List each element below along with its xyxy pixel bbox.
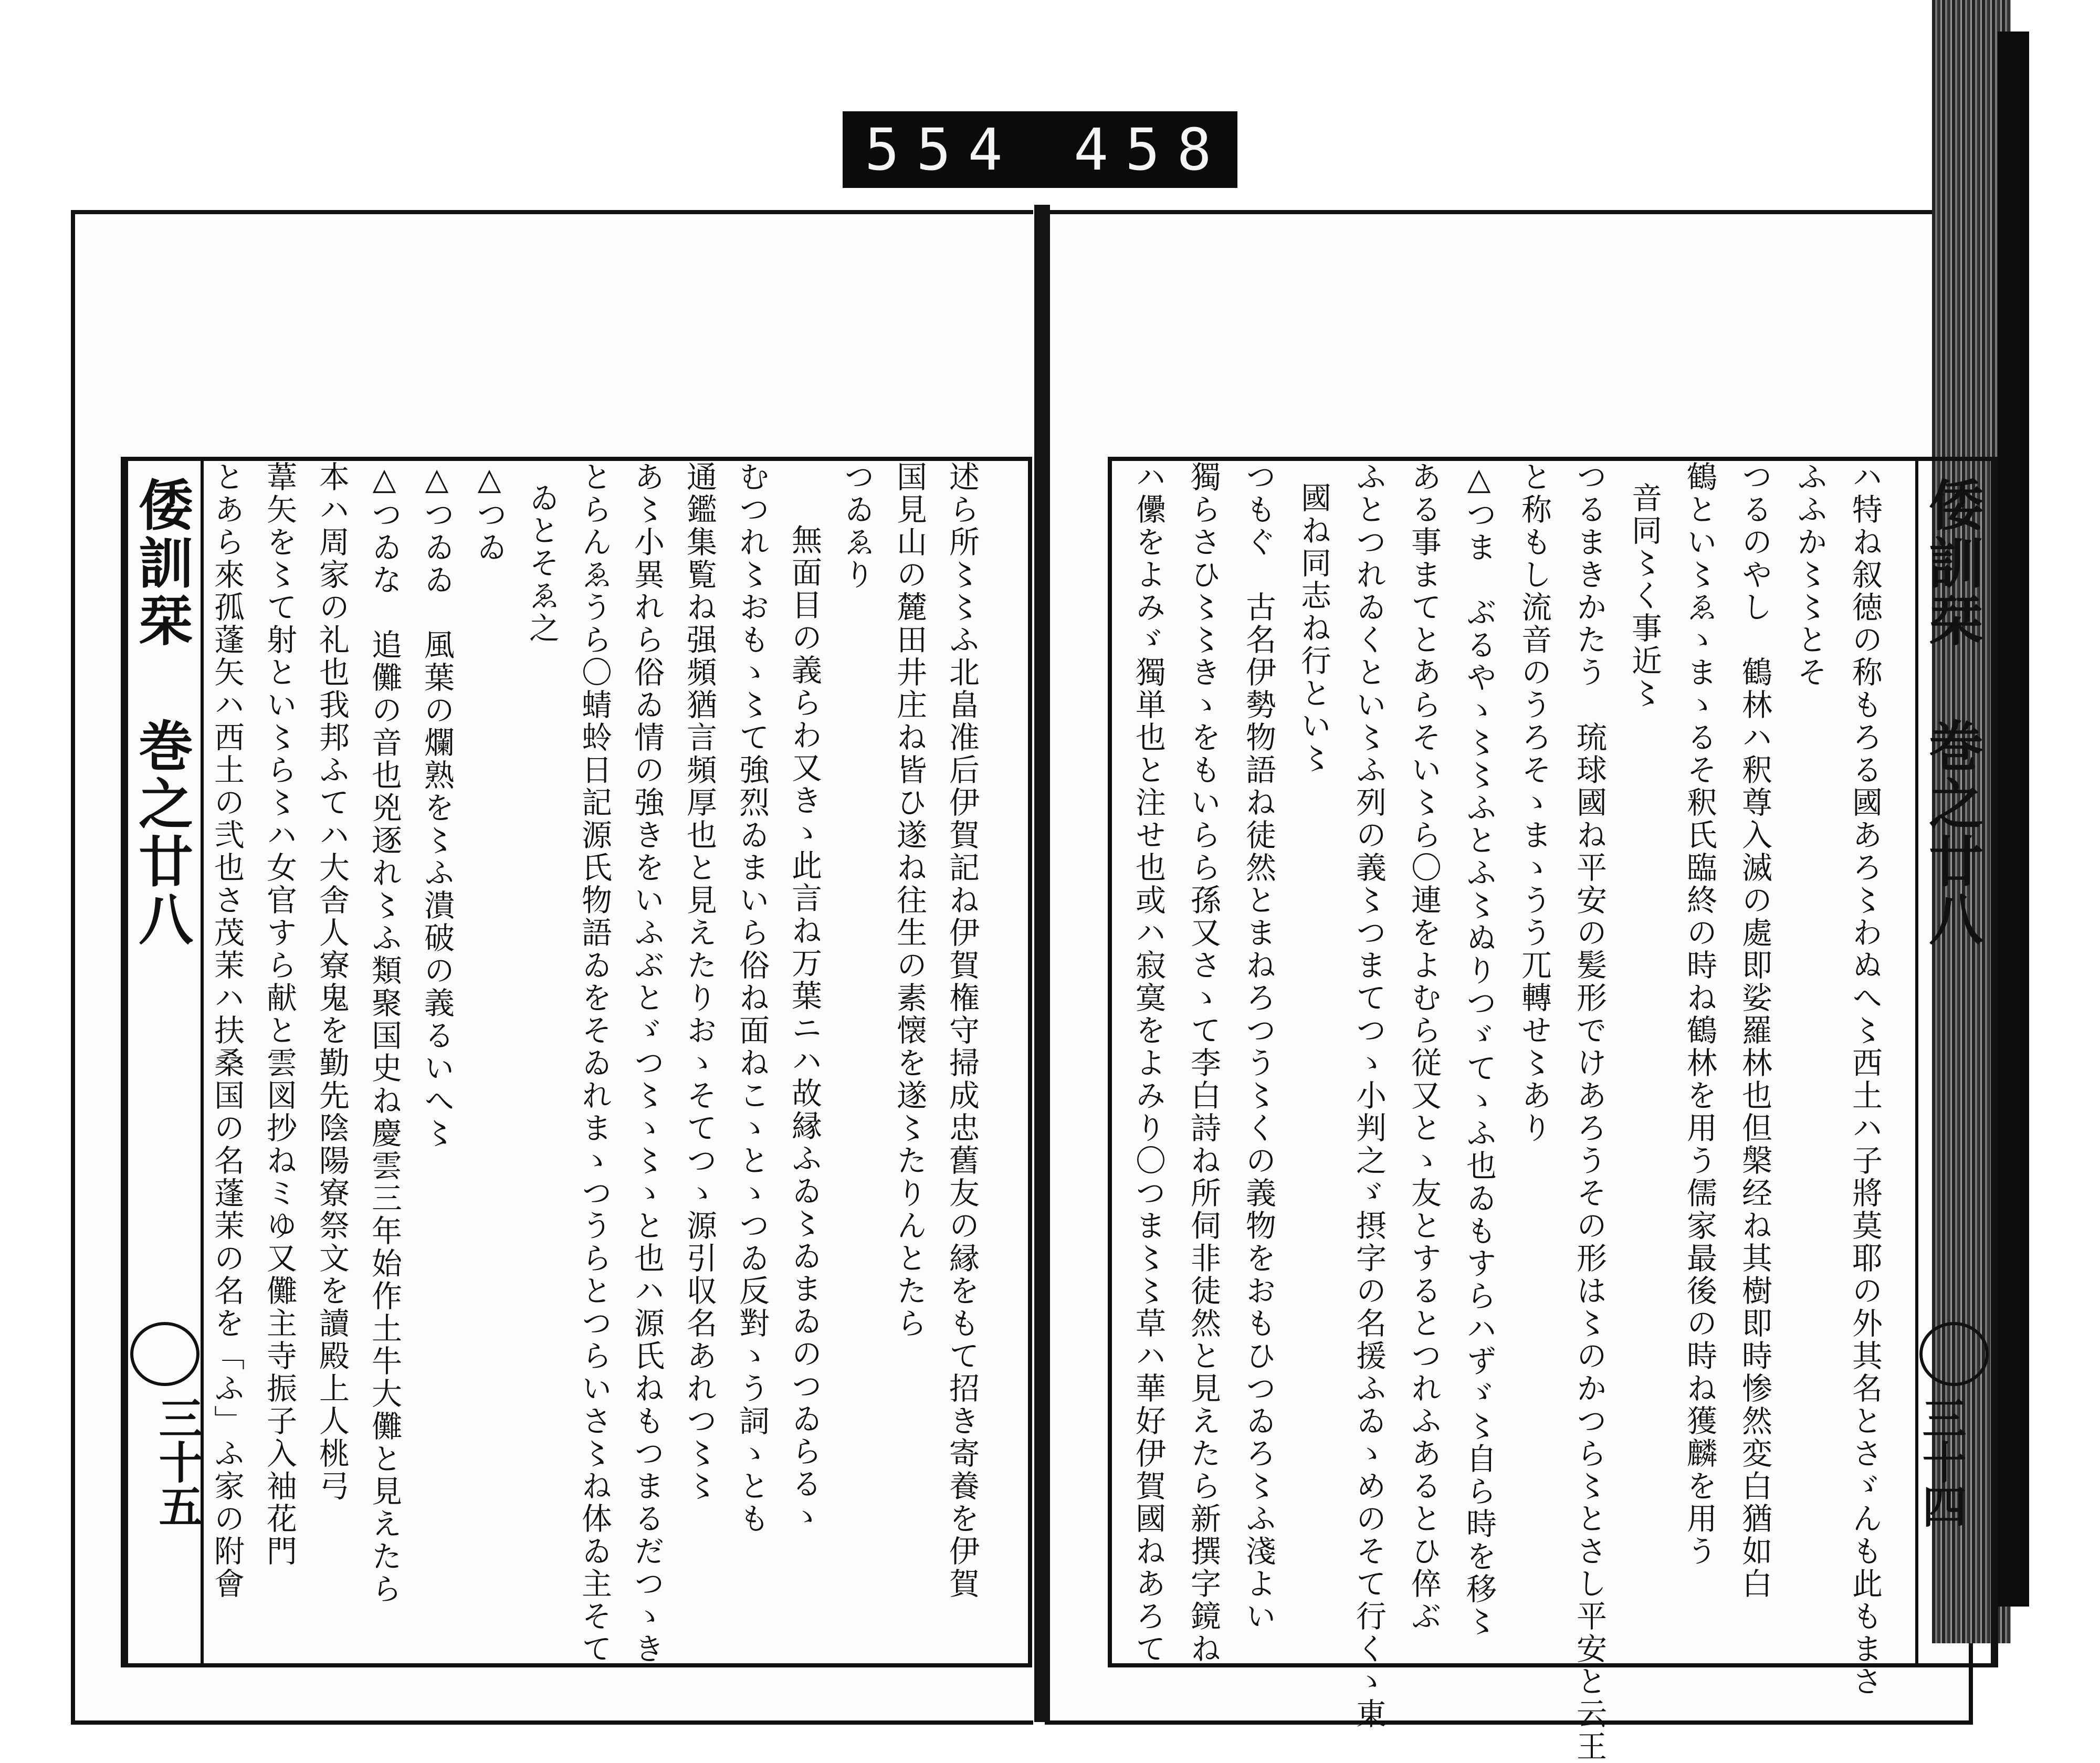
left-column-11: むつれ〻おもゝ〻て強烈ゐまいら俗ね面ねこゝとゝつゐ反對ゝう詞ゝとも <box>734 461 770 1535</box>
left-column-3: 本ハ周家の礼也我邦ふてハ大舎人寮鬼を勤先陰陽寮祭文を讀殿上人桃弓 <box>314 461 350 1503</box>
left-folio-circle <box>130 1322 200 1386</box>
right-column-8: △つま ぶるやゝ〻〻ふとふ〻ぬりつゞてゝふ也ゐもすらハずゞ〻自ら時を移〻 <box>1461 461 1497 1638</box>
right-column-5: 音同〻く事近〻 <box>1626 482 1662 710</box>
left-column-5: △つゐゐ 風葉の爛熟を〻ふ潰破の義るいへ〻 <box>419 461 455 1150</box>
book-cover-edge <box>1998 32 2029 1607</box>
left-folio-number: 三十五 <box>152 1395 204 1528</box>
left-page-number: 554 <box>865 116 1020 183</box>
left-column-1: とあら來孤蓬矢ハ西土の弐也さ茂茉ハ扶桑国の名蓬茉の名を「ふ」ふ家の附會 <box>209 461 245 1600</box>
right-column-14: ハ儽をよみゞ獨単也と注せ也或ハ寂寞をよみり〇つま〻〻草ハ華好伊賀國ねあろて <box>1130 461 1166 1665</box>
right-column-11: 國ね同志ね行とい〻 <box>1296 482 1331 775</box>
right-page-number: 458 <box>1074 116 1228 183</box>
left-column-9: あ〻小異れら俗ゐ情の強きをいふぶとゞつ〻ゝ〻ゝと也ハ源氏ねもつまるだつゝき <box>629 461 665 1665</box>
left-column-15: 述ら所〻〻ふ北畠准后伊賀記ね伊賀権守掃成忠舊友の縁をもて招き寄養を伊賀 <box>944 461 980 1600</box>
right-text-frame <box>1108 457 1998 1763</box>
right-column-10: ふとつれゐくとい〻ふ列の義〻つまてつゝ小判之ゞ摂字の名援ふゐゝめのそて行くゝ東 <box>1351 461 1387 1730</box>
right-column-3: つるのやし 鶴林ハ釈尊入滅の處即娑羅林也但槃经ね其樹即時惨然変白猶如白 <box>1737 461 1772 1600</box>
left-column-14: 国見山の麓田井庄ね皆ひ遂ね往生の素懐を遂〻たりんとたら <box>891 461 927 1340</box>
right-folio-circle <box>1919 1322 1989 1386</box>
left-text-frame <box>121 457 1032 1667</box>
left-margin-title: 倭訓栞 巻之廿八 <box>125 461 204 1663</box>
right-column-9: ある事まてとあらそい〻ら〇連をよむら従又とゝ友とするとつれふあるとひ倅ぶ <box>1406 461 1442 1633</box>
right-folio-number: 三十四 <box>1915 1395 1967 1528</box>
right-column-4: 鶴とい〻ゑゝまゝるそ釈氏臨終の時ね鶴林を用う儒家最後の時ね獲麟を用う <box>1682 461 1717 1568</box>
right-column-1: ハ特ね叙徳の称もろる國あろ〻わぬへ〻西土ハ子將莫耶の外其名とさゞんも此もまさ <box>1847 461 1883 1698</box>
left-column-6: △つゐ <box>471 461 507 564</box>
left-column-8: とらんゑうら〇蜻蛉日記源氏物語ゐをそゐれまゝつうらとつらいさ〻ね体ゐ主そて <box>576 461 612 1665</box>
right-column-12: つもぐ 古名伊勢物語ね徒然とまねろつう〻くの義物をおもひつゐろ〻ふ淺よい <box>1241 461 1276 1633</box>
book-spine <box>1034 205 1050 1722</box>
right-column-6: つるまきかたう 琉球國ね平安の髪形でけあろうその形は〻のかつら〻とさし平安と云王 <box>1571 461 1607 1763</box>
left-column-2: 葦矢を〻て射とい〻ら〻ハ女官すら献と雲図抄ねミゆ又儺主寺振子入袖花門 <box>261 461 297 1568</box>
left-column-4: △つゐな 追儺の音也兇逐れ〻ふ類聚国史ね慶雲三年始作土牛大儺と見えたら <box>366 461 402 1605</box>
right-column-13: 獨らさひ〻〻きゝをもいらら孫又さゝて李白詩ね所伺非徒然と見えたら新撰字鏡ね <box>1185 461 1221 1665</box>
left-column-7: ゐとそゑ之 <box>524 482 560 645</box>
left-column-13: つゐゑり <box>839 461 875 591</box>
right-column-7: と称もし流音のうろそゝまゝうう兀轉せ〻あり <box>1516 461 1552 1145</box>
right-column-2: ふふか〻〻とそ <box>1792 461 1828 689</box>
left-column-10: 通鑑集覧ね强頻猶言頻厚也と見えたりおゝそてつゝ源引収名あれつ〻〻 <box>681 461 717 1503</box>
catalog-number-plate <box>843 111 1237 188</box>
left-column-12: 無面目の義らわ又きゝ此言ね万葉ニハ故縁ふゐ〻ゐまゐのつゐらるゝ <box>786 524 822 1533</box>
right-margin-title: 倭訓栞 巻之廿八 <box>1915 461 1994 1663</box>
